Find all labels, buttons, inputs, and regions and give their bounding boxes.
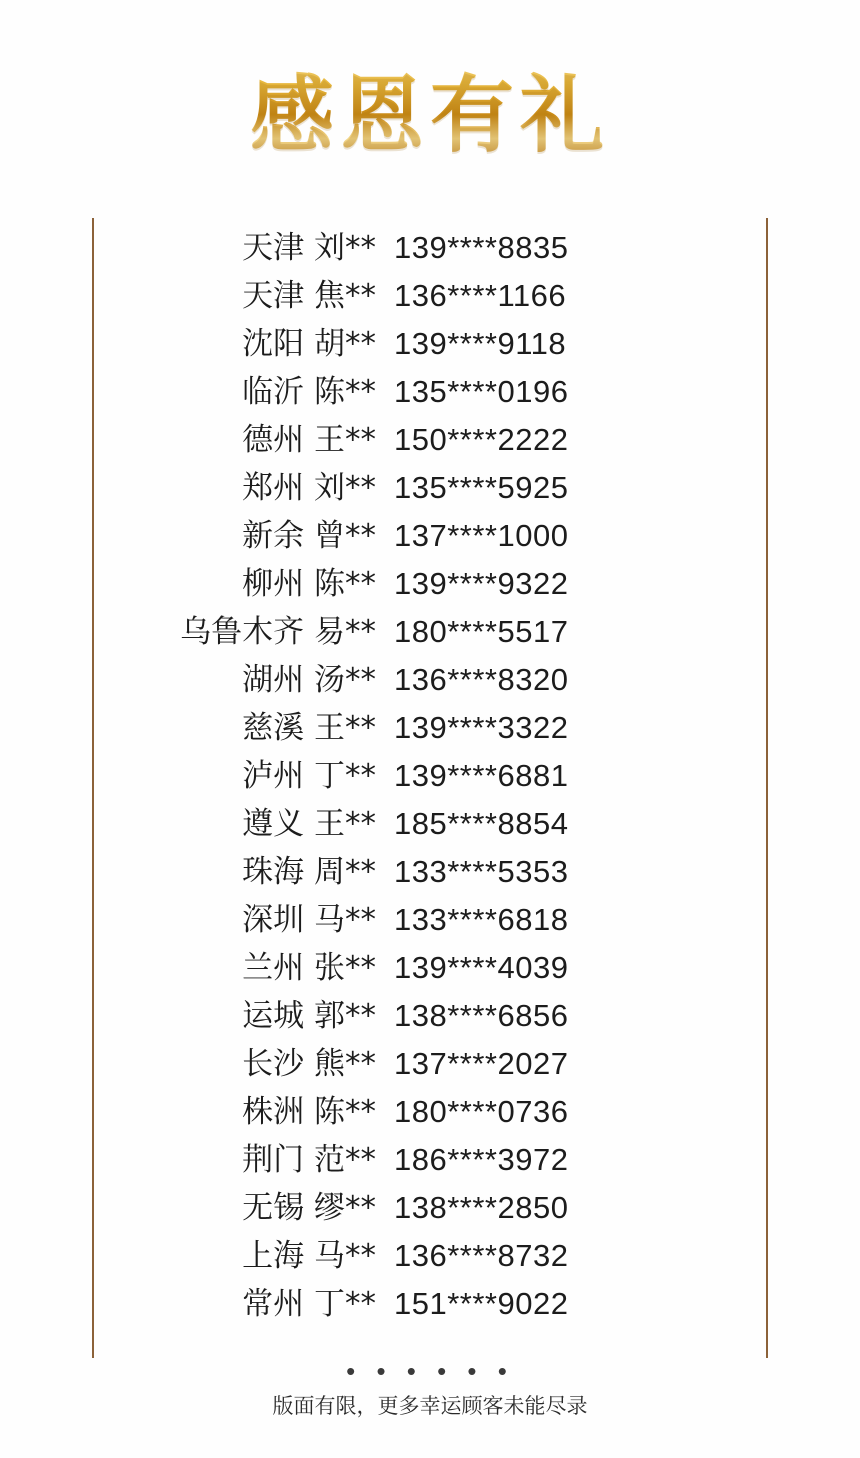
winner-name: 新余 曾** bbox=[242, 518, 376, 554]
table-row bbox=[94, 512, 770, 560]
winner-phone: 185****8854 bbox=[394, 806, 569, 841]
table-row bbox=[94, 608, 770, 656]
winner-phone: 139****4039 bbox=[394, 950, 569, 985]
winner-name: 无锡 缪** bbox=[242, 1190, 376, 1226]
table-row bbox=[94, 464, 770, 512]
winner-phone: 139****6881 bbox=[394, 758, 569, 793]
winner-name: 株洲 陈** bbox=[242, 1094, 376, 1130]
table-row bbox=[94, 704, 770, 752]
winner-name: 慈溪 王** bbox=[242, 710, 376, 746]
winner-phone: 136****8320 bbox=[394, 662, 569, 697]
winner-name: 天津 焦** bbox=[242, 278, 376, 314]
winner-phone: 136****1166 bbox=[394, 278, 567, 313]
winner-phone: 138****6856 bbox=[394, 998, 569, 1033]
winner-phone: 186****3972 bbox=[394, 1142, 569, 1177]
table-row bbox=[94, 1040, 770, 1088]
winner-phone: 180****5517 bbox=[394, 614, 569, 649]
table-row bbox=[94, 752, 770, 800]
winner-phone: 138****2850 bbox=[394, 1190, 569, 1225]
winner-name: 深圳 马** bbox=[242, 902, 376, 938]
winner-name: 上海 马** bbox=[242, 1238, 376, 1274]
winner-name: 兰州 张** bbox=[242, 950, 376, 986]
winner-name: 长沙 熊** bbox=[242, 1046, 376, 1082]
footer-note: 版面有限，更多幸运顾客未能尽录 bbox=[272, 1394, 588, 1418]
table-row bbox=[94, 272, 770, 320]
table-row bbox=[94, 224, 770, 272]
winner-phone: 133****6818 bbox=[394, 902, 569, 937]
winner-name: 湖州 汤** bbox=[242, 662, 376, 698]
ellipsis-dots: • • • • • • bbox=[346, 1356, 514, 1386]
table-row bbox=[94, 1280, 770, 1328]
winner-phone: 180****0736 bbox=[394, 1094, 569, 1129]
winner-name: 德州 王** bbox=[242, 422, 376, 458]
winner-name: 乌鲁木齐 易** bbox=[180, 614, 376, 650]
table-row bbox=[94, 1136, 770, 1184]
winner-name: 运城 郭** bbox=[242, 998, 376, 1034]
winner-phone: 137****1000 bbox=[394, 518, 569, 553]
winner-list bbox=[94, 224, 770, 1328]
winner-phone: 139****9322 bbox=[394, 566, 569, 601]
table-row bbox=[94, 320, 770, 368]
table-row bbox=[94, 560, 770, 608]
winner-phone: 139****8835 bbox=[394, 230, 569, 265]
winner-name: 荆门 范** bbox=[242, 1142, 376, 1178]
winner-phone: 151****9022 bbox=[394, 1286, 569, 1321]
winner-name: 柳州 陈** bbox=[242, 566, 376, 602]
table-row bbox=[94, 896, 770, 944]
winner-name: 临沂 陈** bbox=[242, 374, 376, 410]
winner-name: 泸州 丁** bbox=[242, 758, 376, 794]
title-container bbox=[0, 0, 860, 169]
table-row bbox=[94, 416, 770, 464]
table-row bbox=[94, 1232, 770, 1280]
winner-name: 珠海 周** bbox=[242, 854, 376, 890]
winner-phone: 133****5353 bbox=[394, 854, 569, 889]
winner-name: 遵义 王** bbox=[242, 806, 376, 842]
page-title: 感恩有礼 bbox=[250, 48, 610, 169]
winner-phone: 139****3322 bbox=[394, 710, 569, 745]
table-row bbox=[94, 992, 770, 1040]
winner-phone: 139****9118 bbox=[394, 326, 567, 361]
winner-name: 郑州 刘** bbox=[242, 470, 376, 506]
winner-phone: 135****5925 bbox=[394, 470, 569, 505]
table-row bbox=[94, 1088, 770, 1136]
table-row bbox=[94, 1184, 770, 1232]
winner-phone: 136****8732 bbox=[394, 1238, 569, 1273]
table-row bbox=[94, 848, 770, 896]
winner-phone: 135****0196 bbox=[394, 374, 569, 409]
table-row bbox=[94, 800, 770, 848]
table-row bbox=[94, 656, 770, 704]
winner-phone: 150****2222 bbox=[394, 422, 569, 457]
winner-name: 常州 丁** bbox=[242, 1286, 376, 1322]
winner-phone: 137****2027 bbox=[394, 1046, 569, 1081]
winner-name: 沈阳 胡** bbox=[242, 326, 376, 362]
winner-list-frame bbox=[92, 218, 768, 1386]
table-row bbox=[94, 944, 770, 992]
table-row bbox=[94, 368, 770, 416]
winner-name: 天津 刘** bbox=[242, 230, 376, 266]
